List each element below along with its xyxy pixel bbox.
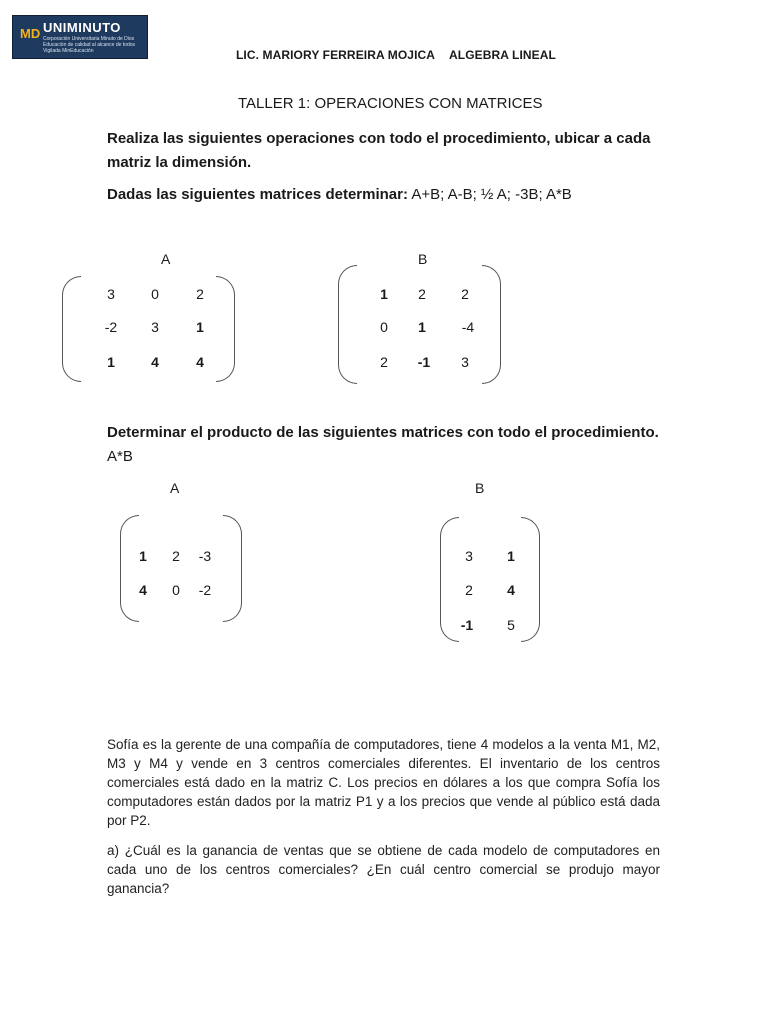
matrix2-a-cell: -3 xyxy=(198,548,212,564)
matrix1-b-cell: 0 xyxy=(380,319,388,335)
matrix2-b-cell: -1 xyxy=(460,617,474,633)
matrix1-b-cell: 2 xyxy=(418,286,426,302)
matrix1-a-cell: 1 xyxy=(107,354,115,370)
svg-text:MD: MD xyxy=(20,26,41,41)
product-expression: A*B xyxy=(107,448,133,465)
matrix1-a-cell: -2 xyxy=(104,319,118,335)
logo-tagline-3: Vigilada MinEducación xyxy=(43,48,94,54)
matrix1-a-cell: 0 xyxy=(151,286,159,302)
matrix2-b-cell: 2 xyxy=(465,582,473,598)
problem-question-a: a) ¿Cuál es la ganancia de ventas que se obtiene de cada modelo de computadores en cada uno de los centros comerciales? ¿En cuál centro comercial se produjo mayor ganancia? xyxy=(107,843,660,896)
matrix1-a-label: A xyxy=(161,251,171,267)
matrix2-a-cell: 2 xyxy=(172,548,180,564)
given-ops: A+B; A-B; ½ A; -3B; A*B xyxy=(411,186,572,203)
matrix1-b-right-paren xyxy=(482,265,501,384)
header-author: LIC. MARIORY FERREIRA MOJICA xyxy=(236,48,436,62)
matrix2-a-cell: 4 xyxy=(139,582,147,598)
matrix2-a-right-paren xyxy=(223,515,242,622)
matrix2-a-cell: 1 xyxy=(139,548,147,564)
matrix1-a-cell: 2 xyxy=(196,286,204,302)
problem-paragraph: Sofía es la gerente de una compañía de computadores, tiene 4 modelos a la venta M1, M2, M3 y M4 y vende en 3 centros comerciales diferentes. El inventario de los centros comerciales está dado en la matriz C. Los precios en dólares a los que compra Sofía los computadores están dados por la matriz P1 y a los precios que vende al público está dada por P2. xyxy=(107,737,660,828)
matrix2-a-cell: -2 xyxy=(198,582,212,598)
matrix1-a-cell: 3 xyxy=(151,319,159,335)
matrix1-b-cell: -1 xyxy=(417,354,431,370)
matrix2-b-label: B xyxy=(475,480,485,496)
logo-tagline-1: Corporación Universitaria Minuto de Dios xyxy=(43,36,135,42)
product-heading: Determinar el producto de las siguientes matrices con todo el procedimiento. xyxy=(107,424,659,441)
matrix2-b-cell: 5 xyxy=(507,617,515,633)
matrix1-b-cell: 2 xyxy=(461,286,469,302)
matrix2-b-cell: 3 xyxy=(465,548,473,564)
matrix2-b-right-paren xyxy=(521,517,540,642)
title-prefix: TALLER 1: xyxy=(238,95,311,112)
matrix1-a-cell: 4 xyxy=(151,354,159,370)
matrix1-a-cell: 1 xyxy=(196,319,204,335)
product-section-heading xyxy=(107,421,667,469)
document-header xyxy=(236,48,556,62)
page-title xyxy=(238,95,543,112)
matrix1-a-right-paren xyxy=(216,276,235,382)
uniminuto-logo xyxy=(12,15,148,59)
instructions: Realiza las siguientes operaciones con todo el procedimiento, ubicar a cada matriz la dimensión. xyxy=(107,130,651,171)
matrix1-b-left-paren xyxy=(338,265,357,384)
logo-brand: UNIMINUTO xyxy=(43,20,121,35)
matrix2-b-cell: 4 xyxy=(507,582,515,598)
matrix1-b-cell: -4 xyxy=(461,319,475,335)
matrix2-b-cell: 1 xyxy=(507,548,515,564)
matrix2-a-cell: 0 xyxy=(172,582,180,598)
logo-tagline-2: Educación de calidad al alcance de todos xyxy=(43,42,136,48)
matrix2-a-label: A xyxy=(170,480,180,496)
uniminuto-emblem-icon xyxy=(19,21,41,45)
matrix2-a-left-paren xyxy=(120,515,139,622)
given-operations xyxy=(107,186,572,203)
matrix1-a-cell: 3 xyxy=(107,286,115,302)
matrix1-b-cell: 2 xyxy=(380,354,388,370)
matrix1-b-cell: 1 xyxy=(380,286,388,302)
matrix1-b-label: B xyxy=(418,251,428,267)
matrix1-a-left-paren xyxy=(62,276,81,382)
title-text: OPERACIONES CON MATRICES xyxy=(314,95,543,112)
header-subject: ALGEBRA LINEAL xyxy=(449,48,556,62)
matrix1-b-cell: 1 xyxy=(418,319,426,335)
matrix1-a-cell: 4 xyxy=(196,354,204,370)
given-lead: Dadas las siguientes matrices determinar: xyxy=(107,186,408,203)
matrix1-b-cell: 3 xyxy=(461,354,469,370)
